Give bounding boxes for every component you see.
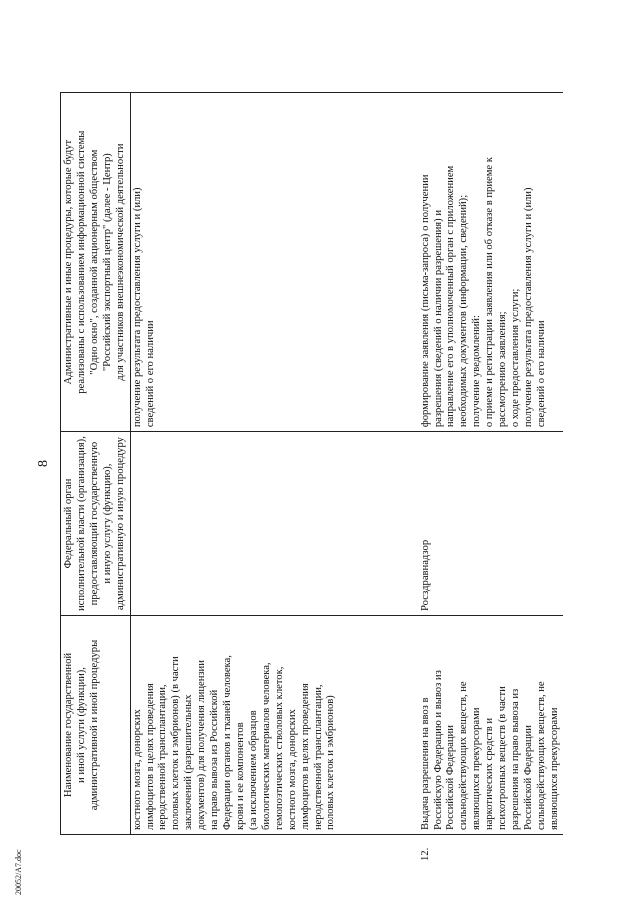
header-federal-body: Федеральный орган исполнительной власти (организация), предоставляющий государственную и иную услугу (функцию), административную и иную процедуру [61, 432, 131, 616]
document-reference: 20052/A7.doc [14, 849, 23, 895]
page-number: 8 [36, 460, 51, 467]
row-number [130, 835, 408, 866]
procedures-cell: формирование заявления (письма-запроса) о получении разрешения (сведений о наличии разрешения) и направление его в уполномоченный орган с приложением необходимых документов (информации, сведений); получение уведомлений: о приеме и регистрации заявления или об отказе в приеме к рассмотрению заявления; о ходе предоставления услуги; получение результата предоставления услуги и (или) сведений о его наличии [408, 93, 563, 432]
procedures-cell: получение результата предоставления услуги и (или) сведений о его наличии [130, 93, 408, 432]
header-number [61, 835, 131, 866]
table-row [130, 93, 408, 865]
row-number: 12. [408, 835, 563, 866]
table-header-row [61, 93, 131, 865]
service-name-cell: костного мозга, донорских лимфоцитов в целях проведения неродственной трансплантации, половых клеток и эмбрионов) (в части заключений (разрешительных документов) для получения лицензии на право вывоза из Российской Федерации органов и тканей человека, крови и ее компонентов (за исключением образцов биологических материалов человека, гемопоэтических стволовых клеток, костного мозга, донорских лимфоцитов в целях проведения неродственной трансплантации, половых клеток и эмбрионов) [130, 616, 408, 835]
service-name-cell: Выдача разрешения на ввоз в Российскую Федерацию и вывоз из Российской Федерации сильнодействующих веществ, не являющихся прекурсорами наркотических средств и психотропных веществ (в части разрешения на право вывоза из Российской Федерации сильнодействующих веществ, не являющихся прекурсорами [408, 616, 563, 835]
federal-body-cell [130, 432, 408, 616]
header-service-name: Наименование государственной и иной услуги (функции), административной и иной процедуры [61, 616, 131, 835]
header-procedures: Административные и иные процедуры, которые будут реализованы с использованием информационной системы "Одно окно", созданной акционерным обществом "Российский экспортный центр" (далее - Центр) для участников внешнеэкономической деятельности [61, 93, 131, 432]
federal-body-cell: Росздравнадзор [408, 432, 563, 616]
table-row [408, 93, 563, 865]
services-table [60, 92, 563, 865]
